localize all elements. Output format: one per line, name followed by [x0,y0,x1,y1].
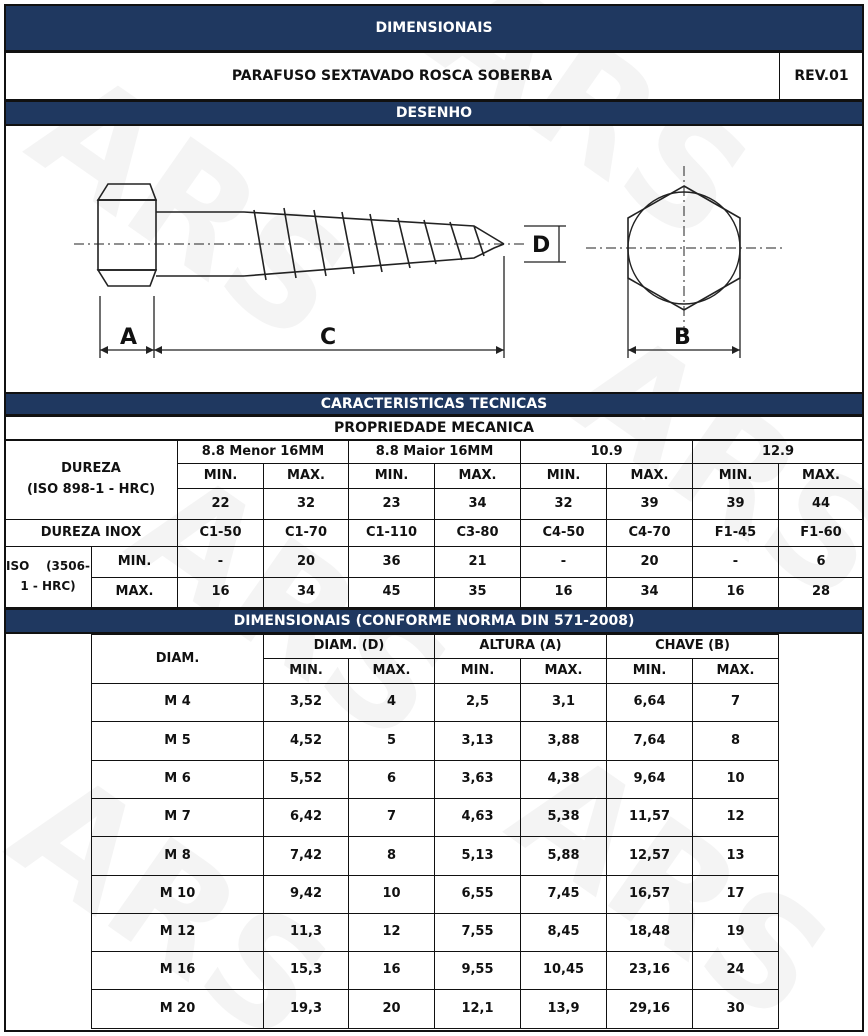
cell-diam-min: 4,52 [263,721,349,761]
cell-altura-min: 3,63 [434,760,521,799]
cell-size: M 16 [91,951,264,990]
cell-chave-max: 10 [692,760,779,799]
iso-label-cell [4,546,92,608]
dureza-label-cell [4,440,178,520]
cell-size: M 7 [91,798,264,837]
inox-max-label: MAX. [91,577,178,608]
dureza-min-header: MIN. [520,463,607,489]
inox-min-value: 21 [434,546,521,578]
dureza-max-header: MAX. [606,463,693,489]
dims-min-header: MIN. [606,658,693,684]
cell-altura-max: 5,38 [520,798,607,837]
iso-label-line1: ISO (3506- [6,559,90,574]
cell-diam-max: 5 [348,721,435,761]
cell-size: M 8 [91,836,264,876]
iso-label-line2: 1 - HRC) [20,579,76,593]
inox-class: C4-50 [520,519,607,547]
cell-diam-min: 6,42 [263,798,349,837]
inox-class: C4-70 [606,519,693,547]
label-d: D [532,233,551,258]
inox-class: C1-110 [348,519,435,547]
dims-title: DIMENSIONAIS (CONFORME NORMA DIN 571-2008) [4,608,864,634]
cell-altura-max: 10,45 [520,951,607,990]
label-c: C [320,325,337,350]
label-b: B [674,325,691,350]
cell-altura-min: 12,1 [434,989,521,1029]
cell-chave-min: 12,57 [606,836,693,876]
cell-chave-min: 29,16 [606,989,693,1029]
diam-header: DIAM. [91,634,264,684]
cell-diam-min: 19,3 [263,989,349,1029]
dureza-value: 39 [692,488,779,520]
cell-chave-min: 16,57 [606,875,693,914]
inox-label: DUREZA INOX [4,519,178,547]
cell-chave-max: 17 [692,875,779,914]
inox-min-value: - [692,546,779,578]
dims-max-header: MAX. [348,658,435,684]
dureza-value: 23 [348,488,435,520]
cell-diam-max: 4 [348,683,435,722]
dureza-value: 39 [606,488,693,520]
cell-diam-max: 7 [348,798,435,837]
inox-max-value: 28 [778,577,864,608]
inox-max-value: 45 [348,577,435,608]
cell-altura-max: 7,45 [520,875,607,914]
dureza-max-header: MAX. [263,463,349,489]
inox-min-value: - [520,546,607,578]
cell-diam-min: 5,52 [263,760,349,799]
cell-chave-max: 30 [692,989,779,1029]
cell-diam-max: 6 [348,760,435,799]
inox-min-value: 36 [348,546,435,578]
cell-altura-min: 5,13 [434,836,521,876]
dureza-min-header: MIN. [348,463,435,489]
inox-max-value: 16 [692,577,779,608]
dureza-max-header: MAX. [778,463,864,489]
cell-size: M 4 [91,683,264,722]
inox-min-value: 20 [263,546,349,578]
dureza-value: 34 [434,488,521,520]
cell-chave-max: 12 [692,798,779,837]
cell-chave-max: 13 [692,836,779,876]
cell-diam-min: 9,42 [263,875,349,914]
inox-max-value: 35 [434,577,521,608]
cell-size: M 6 [91,760,264,799]
dureza-value: 32 [520,488,607,520]
cell-size: M 10 [91,875,264,914]
cell-size: M 12 [91,913,264,952]
dims-max-header: MAX. [692,658,779,684]
inox-max-value: 34 [263,577,349,608]
dureza-label: DUREZA [61,461,121,477]
cell-altura-min: 3,13 [434,721,521,761]
dureza-min-header: MIN. [177,463,264,489]
cell-altura-min: 2,5 [434,683,521,722]
dims-min-header: MIN. [434,658,521,684]
label-a: A [120,325,138,350]
dureza-value: 44 [778,488,864,520]
cell-altura-min: 7,55 [434,913,521,952]
group-altura-a: ALTURA (A) [434,634,607,659]
cell-chave-max: 24 [692,951,779,990]
dureza-norm: (ISO 898-1 - HRC) [26,482,156,497]
dureza-max-header: MAX. [434,463,521,489]
cell-chave-max: 7 [692,683,779,722]
inox-max-value: 16 [520,577,607,608]
class-10-9: 10.9 [520,440,693,464]
cell-altura-max: 3,88 [520,721,607,761]
product-name: PARAFUSO SEXTAVADO ROSCA SOBERBA [4,52,780,100]
inox-max-value: 34 [606,577,693,608]
inox-min-value: 6 [778,546,864,578]
cell-diam-min: 11,3 [263,913,349,952]
class-8-8-maior: 8.8 Maior 16MM [348,440,521,464]
tech-subtitle: PROPRIEDADE MECANICA [4,416,864,440]
inox-min-value: 20 [606,546,693,578]
cell-size: M 20 [91,989,264,1029]
cell-altura-min: 9,55 [434,951,521,990]
cell-chave-min: 6,64 [606,683,693,722]
cell-chave-min: 9,64 [606,760,693,799]
dureza-min-header: MIN. [692,463,779,489]
drawing-title: DESENHO [4,100,864,126]
cell-diam-min: 3,52 [263,683,349,722]
header-title: DIMENSIONAIS [4,4,864,52]
cell-diam-max: 16 [348,951,435,990]
cell-chave-min: 18,48 [606,913,693,952]
cell-chave-max: 8 [692,721,779,761]
class-12-9: 12.9 [692,440,864,464]
cell-altura-max: 13,9 [520,989,607,1029]
class-8-8-menor: 8.8 Menor 16MM [177,440,349,464]
cell-altura-min: 6,55 [434,875,521,914]
inox-class: F1-60 [778,519,864,547]
cell-chave-min: 11,57 [606,798,693,837]
inox-class: C3-80 [434,519,521,547]
cell-altura-max: 5,88 [520,836,607,876]
screw-drawing [4,126,864,392]
cell-size: M 5 [91,721,264,761]
inox-class: C1-70 [263,519,349,547]
group-chave-b: CHAVE (B) [606,634,779,659]
inox-class: C1-50 [177,519,264,547]
dims-min-header: MIN. [263,658,349,684]
dims-max-header: MAX. [520,658,607,684]
inox-max-value: 16 [177,577,264,608]
cell-altura-min: 4,63 [434,798,521,837]
inox-min-label: MIN. [91,546,178,578]
inox-class: F1-45 [692,519,779,547]
cell-diam-max: 10 [348,875,435,914]
inox-min-value: - [177,546,264,578]
cell-chave-min: 23,16 [606,951,693,990]
cell-altura-max: 3,1 [520,683,607,722]
cell-diam-max: 8 [348,836,435,876]
cell-altura-max: 4,38 [520,760,607,799]
cell-diam-max: 20 [348,989,435,1029]
cell-altura-max: 8,45 [520,913,607,952]
dureza-value: 22 [177,488,264,520]
cell-diam-max: 12 [348,913,435,952]
cell-diam-min: 7,42 [263,836,349,876]
cell-chave-min: 7,64 [606,721,693,761]
cell-diam-min: 15,3 [263,951,349,990]
cell-chave-max: 19 [692,913,779,952]
revision: REV.01 [779,52,864,100]
tech-title: CARACTERISTICAS TECNICAS [4,392,864,416]
dureza-value: 32 [263,488,349,520]
group-diam-d: DIAM. (D) [263,634,435,659]
